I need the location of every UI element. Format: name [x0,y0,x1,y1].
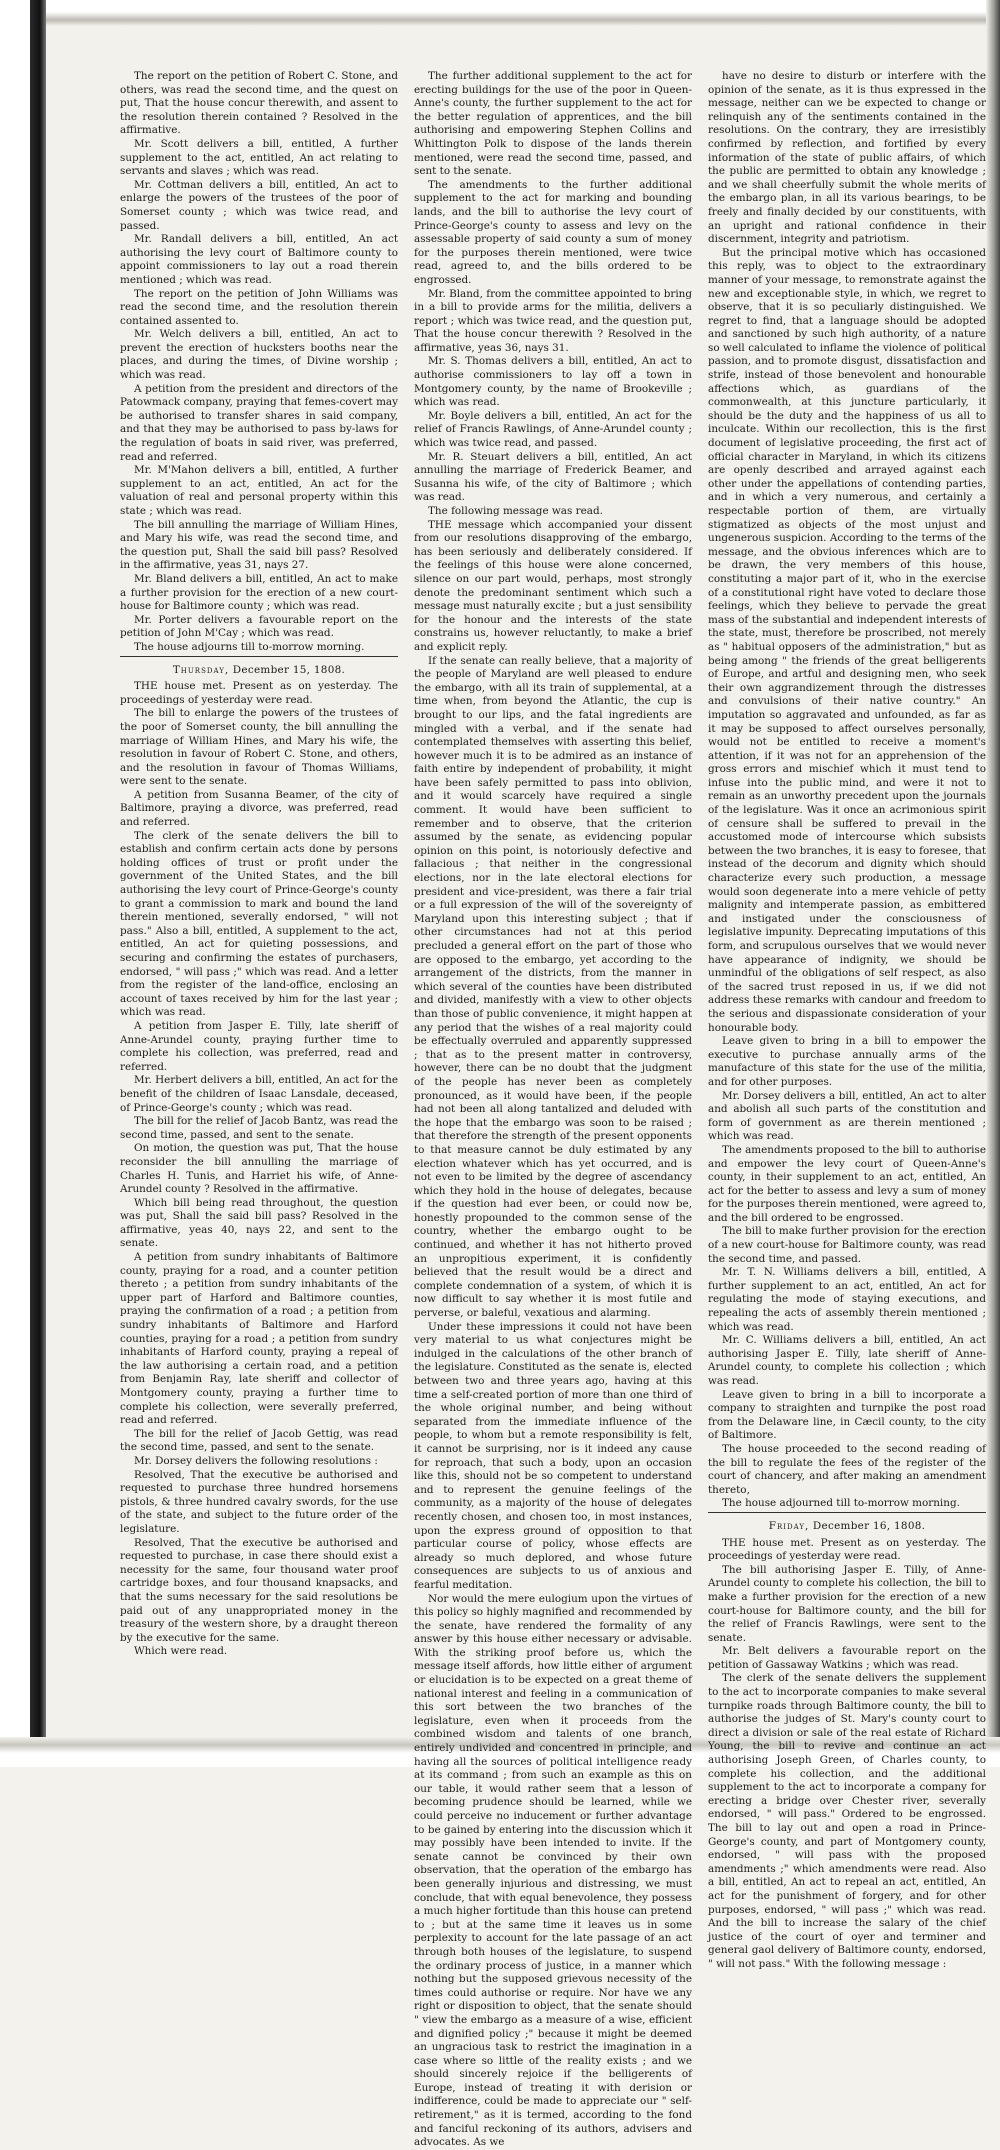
proceeding-paragraph: The clerk of the senate delivers the supplement to the act to incorporate companies to make several turnpike roads through Baltimore county, the bill to authorise the judges of St. Mary's county court to direct a division or sale of the real estate of Richard Young, the bill to revive and continue an act authorising Joseph Green, of Charles county, to complete his collection, and the additional supplement to the act to incorporate a company for erecting a bridge over Chester river, severally endorsed, " will pass." Ordered to be engrossed. The bill to lay out and open a road in Prince-George's county, and part of Montgomery county, endorsed, " will pass with the proposed amendments ;" which amendments were read. Also a bill, entitled, An act to repeal an act, entitled, An act for the punishment of forgery, and for other purposes, endorsed, " will pass ;" which was read. And the bill to increase the salary of the chief justice of the court of oyer and terminer and general gaol delivery of Baltimore county, endorsed, " will not pass." With the following message : [708,1672,986,1970]
proceeding-paragraph: The bill annulling the marriage of William Hines, and Mary his wife, was read the second time, and the question put, Shall the said bill pass? Resolved in the affirmative, yeas 31, nays 27. [120,518,398,572]
proceeding-paragraph: Mr. Scott delivers a bill, entitled, A further supplement to the act, entitled, An act relating to servants and slaves ; which was read. [120,137,398,178]
proceeding-paragraph: Leave given to bring in a bill to empower the executive to purchase annually arms of the manufacture of this state for the use of the militia, and for other purposes. [708,1035,986,1088]
proceeding-paragraph: A petition from the president and directors of the Patowmack company, praying that femes-covert may be authorised to transfer shares in said company, and that they may be authorised to pass by-laws for the regulation of boats in said river, was preferred, read and referred. [120,382,398,463]
session-dateline [708,1520,986,1534]
proceeding-paragraph: Mr. T. N. Williams delivers a bill, entitled, A further supplement to an act, entitled, An act for regulating the mode of staying executions, and repealing the acts of assembly therein mentioned ; which was read. [708,1266,986,1333]
dateline-date: December 15, 1808. [232,663,346,676]
proceeding-paragraph: Which bill being read throughout, the question was put, Shall the said bill pass? Resolved in the affirmative, yeas 40, nays 22, and sent to the senate. [120,1196,398,1250]
proceeding-paragraph: Mr. Cottman delivers a bill, entitled, An act to enlarge the powers of the trustees of the poor of Somerset county ; which was twice read, and passed. [120,178,398,232]
text-page [120,70,986,2149]
proceeding-paragraph: Which were read. [134,1645,228,1658]
proceeding-paragraph: The amendments to the further additional supplement to the act for marking and bounding lands, and the bill to authorise the levy court of Prince-George's county to assess and levy on the assessable property of said county a sum of money for the purposes therein mentioned, were twice read, agreed to, and the bills ordered to be engrossed. [414,178,692,286]
session-dateline [120,664,398,678]
proceeding-paragraph: THE message which accompanied your dissent from our resolutions disapproving of the embargo, has been seriously and deliberately considered. If the feelings of this house were alone concerned, silence on our part would, perhaps, most strongly denote the predominant sentiment which such a message must naturally excite ; but a just sensibility for the honour and the interests of the state constrains us, however reluctantly, to make a brief and explicit reply. [414,518,692,653]
scan-right-edge [986,0,1000,1767]
proceeding-paragraph: Mr. Porter delivers a favourable report on the petition of John M'Cay ; which was read. [120,613,398,640]
proceeding-paragraph: Mr. C. Williams delivers a bill, entitled, An act authorising Jasper E. Tilly, late sheriff of Anne-Arundel county, to complete his collection ; which was read. [708,1334,986,1387]
proceeding-paragraph: Resolved, That the executive be authorised and requested to purchase three hundred horsemens pistols, & three hundred cavalry swords, for the use of the state, and subject to the future order of the legislature. [120,1468,398,1535]
proceeding-paragraph: The bill to enlarge the powers of the trustees of the poor of Somerset county, the bill annulling the marriage of William Hines, and Mary his wife, the resolution in favour of Robert C. Stone, and others, and the resolution in favour of Thomas Williams, were sent to the senate. [120,707,398,788]
proceeding-paragraph: The further additional supplement to the act for erecting buildings for the use of the poor in Queen-Anne's county, the further supplement to the act for the better regulation of apprentices, and the bill authorising and empowering Stephen Collins and Whittington Polk to dispose of the lands therein mentioned, were read the second time, passed, and sent to the senate. [414,70,692,178]
proceeding-paragraph: The bill for the relief of Jacob Gettig, was read the second time, passed, and sent to the senate. [120,1427,398,1454]
column-2 [414,70,692,2149]
proceeding-paragraph: Mr. Dorsey delivers a bill, entitled, An act to alter and abolish all such parts of the constitution and form of government as are therein mentioned ; which was read. [708,1089,986,1143]
proceeding-paragraph: Mr. Welch delivers a bill, entitled, An act to prevent the erection of hucksters booths near the places, and during the times, of Divine worship ; which was read. [120,328,398,382]
dateline-date: December 16, 1808. [812,1519,926,1532]
column-3 [708,70,986,1970]
proceeding-paragraph: Mr. Randall delivers a bill, entitled, An act authorising the levy court of Baltimore county to appoint commissioners to lay out a road therein mentioned ; which was read. [120,233,398,286]
proceeding-paragraph: A petition from sundry inhabitants of Baltimore county, praying for a road, and a counter petition thereto ; a petition from sundry inhabitants of the upper part of Harford and Baltimore counties, praying the confirmation of a road ; a petition from sundry inhabitants of Baltimore and Harford counties, praying for a road ; a petition from sundry inhabitants of Harford county, praying a repeal of the law authorising a certain road, and a petition from Benjamin Ray, late sheriff and collector of Montgomery county, praying a further time to complete his collection, were severally preferred, read and referred. [120,1251,398,1427]
proceeding-paragraph: Leave given to bring in a bill to incorporate a company to straighten and turnpike the post road from the Delaware line, in Cæcil county, to the city of Baltimore. [708,1388,986,1442]
proceeding-paragraph: The report on the petition of John Williams was read the second time, and the resolution therein contained assented to. [120,287,398,327]
proceeding-paragraph: A petition from Jasper E. Tilly, late sheriff of Anne-Arundel county, praying further time to complete his collection, was preferred, read and referred. [120,1019,398,1073]
scan-binding-edge [0,0,46,1767]
proceeding-paragraph: But the principal motive which has occasioned this reply, was to object to the extraordinary manner of your message, to remonstrate against the new and exceptionable style, in which, we regret to observe, that it is so peculiarly distinguished. We regret to find, that a language should be adopted and sanctioned by such high authority, of a nature so well calculated to inflame the violence of political passion, and to promote disgust, dissatisfaction and strife, instead of those benevolent and honourable affections which, as guardians of the commonwealth, at this juncture particularly, it should be the duty and the happiness of us all to inculcate. Within our recollection, this is the first document of legislative proceeding, the first act of official character in Maryland, in which its citizens are openly described and arrayed against each other under the appellations of contending parties, and in which a very numerous, and certainly a respectable portion of them, are virtually stigmatized as objects of the most unjust and ungenerous suspicion. According to the terms of the message, and the obvious inferences which are to be drawn, the very members of this house, constituting a major part of it, who in the exercise of a constitutional right have voted to declare those feelings, which they believe to pervade the great mass of the substantial and independent interests of the state, must, therefore be proscribed, not merely as " habitual opposers of the administration," but as being among " the friends of the great belligerents of Europe, and artful and designing men, who seek their own aggrandizement through the distresses and convulsions of their native country." An imputation so aggravated and unfounded, as far as it may be supposed to affect ourselves personally, would not be entitled to receive a moment's attention, if it was not for an apprehension of the gross errors and mischief which it must tend to infuse into the public mind, and were it not to remain as an unworthy precedent upon the journals of the legislature. Was it once an acrimonious spirit of censure shall be suffered to prevail in the accustomed mode of intercourse which subsists between the two branches, it is easy to foresee, that instead of the decorum and dignity which should characterize every such production, a message would soon degenerate into a mere vehicle of petty malignity and intemperate passion, as embittered and instigated under the consciousness of legislative impunity. Deprecating imputations of this form, and scrupulous ourselves that we would never have appearance of indignity, we should be unmindful of the obligations of self respect, as also of the sacred trust reposed in us, if we did not address these remarks with candour and freedom to the serious and dispassionate consideration of your honourable body. [708,246,986,1034]
scan-top-edge [0,0,1000,26]
proceeding-paragraph: Under these impressions it could not have been very material to us what conjectures might be indulged in the calculations of the other branch of the legislature. Constituted as the senate is, elected between two and three years ago, having at this time a self-created portion of more than one third of the whole original number, and being without separated from the immediate influence of the people, to whom but a remote responsibility is felt, it cannot be surprising, nor is it indeed any cause for reproach, that such a body, upon an occasion like this, should not be so competent to understand and to represent the genuine feelings of the community, as a majority of the house of delegates recently chosen, and chosen too, in most instances, upon the express ground of opposition to that particular course of policy, whose effects are already so much deplored, and whose future consequences are subjects to us of anxious and fearful meditation. [414,1320,692,1591]
proceeding-paragraph: Mr. Belt delivers a favourable report on the petition of Gassaway Watkins ; which was read. [708,1645,986,1671]
proceeding-paragraph: have no desire to disturb or interfere with the opinion of the senate, as it is thus expressed in the message, neither can we be expected to change or relinquish any of the sentiments contained in the resolutions. On the contrary, they are irresistibly confirmed by reflection, and fortified by every information of the state of public affairs, of which the public are permitted to obtain any knowledge ; and we shall cheerfully submit the whole merits of the embargo plan, in all its various bearings, to be freely and finally decided by our constituents, with an upright and rational confidence in their discernment, integrity and patriotism. [708,70,986,246]
proceeding-paragraph: The bill authorising Jasper E. Tilly, of Anne-Arundel county to complete his collection, the bill to make a further provision for the erection of a new court-house for Baltimore county, and the bill for the relief of Francis Rawlings, were sent to the senate. [708,1563,986,1644]
proceeding-paragraph: The report on the petition of Robert C. Stone, and others, was read the second time, and the quest on put, That the house concur therewith, and assent to the resolution therein contained ? Resolved in the affirmative. [120,70,398,137]
proceeding-paragraph: THE house met. Present as on yesterday. The proceedings of yesterday were read. [708,1536,986,1563]
proceeding-paragraph: Mr. Boyle delivers a bill, entitled, An act for the relief of Francis Rawlings, of Anne-Arundel county ; which was twice read, and passed. [414,409,692,450]
proceeding-paragraph: Mr. Dorsey delivers the following resolutions : [134,1454,378,1467]
adjournment-line: The house adjourned till to-morrow morning. [708,1497,986,1513]
proceeding-paragraph: The following message was read. [428,505,603,517]
proceeding-paragraph: A petition from Susanna Beamer, of the city of Baltimore, praying a divorce, was preferred, read and referred. [120,788,398,829]
proceeding-paragraph: The bill to make further provision for the erection of a new court-house for Baltimore county, was read the second time, and passed. [708,1225,986,1265]
proceeding-paragraph: Nor would the mere eulogium upon the virtues of this policy so highly magnified and recommended by the senate, have rendered the formality of any answer by this house either necessary or advisable. With the striking proof before us, which the message itself affords, how little either of argument or elucidation is to be expected on a great theme of national interest and feeling in a communication of this sort between the two branches of the legislature, even when it proceeds from the combined wisdom and talents of one branch, entirely undivided and concentred in principle, and having all the sources of political intelligence ready at its command ; from such an example as this on our table, it would rather seem that a lesson of becoming prudence should be learned, while we could perceive no inducement or further advantage to be gained by entering into the discussion which it may possibly have been intended to invite. If the senate cannot be convinced by their own observation, that the operation of the embargo has been generally injurious and distressing, we must conclude, that with equal benevolence, they possess a much higher fortitude than this house can pretend to ; but at the same time it leaves us in some perplexity to account for the late passage of an act through both houses of the legislature, to suspend the ordinary process of justice, in a manner which nothing but the supposed grievous necessity of the times could authorise or require. Nor have we any right or disposition to object, that the senate should " view the embargo as a measure of a wise, efficient and dignified policy ;" because it might be deemed an ungracious task to restrict the imagination in a case where so little of the reality exists ; and we should sincerely rejoice if the belligerents of Europe, instead of treating it with derision or indifference, could be made to appreciate our " self-retirement," as it is termed, according to the fond and fanciful reckoning of its authors, advisers and advocates. As we [414,1592,692,2149]
dateline-weekday: Thursday, [172,663,230,676]
proceeding-paragraph: The amendments proposed to the bill to authorise and empower the levy court of Queen-Anne's county, in their supplement to an act, entitled, An act for the better to assess and levy a sum of money for the purposes therein mentioned, were agreed to, and the bill ordered to be engrossed. [708,1143,986,1224]
proceeding-paragraph: Mr. M'Mahon delivers a bill, entitled, A further supplement to an act, entitled, An act for the valuation of real and personal property within this state ; which was read. [120,464,398,517]
proceeding-paragraph: Resolved, That the executive be authorised and requested to purchase, in case there should exist a necessity for the same, four thousand water proof cartridge boxes, and four thousand knapsacks, and that the sums necessary for the said resolutions be paid out of any unappropriated money in the treasury of the western shore, by a draught thereon by the executive for the same. [120,1536,398,1644]
proceeding-paragraph: Mr. Bland, from the committee appointed to bring in a bill to provide arms for the militia, delivers a report ; which was twice read, and the question put, That the house concur therewith ? Resolved in the affirmative, yeas 36, nays 31. [414,287,692,354]
proceeding-paragraph: Mr. Herbert delivers a bill, entitled, An act for the benefit of the children of Isaac Lansdale, deceased, of Prince-George's county ; which was read. [120,1074,398,1114]
proceeding-paragraph: Mr. Bland delivers a bill, entitled, An act to make a further provision for the erection of a new court-house for Baltimore county ; which was read. [120,572,398,613]
proceeding-paragraph: THE house met. Present as on yesterday. The proceedings of yesterday were read. [120,680,398,706]
column-1 [120,70,398,1730]
proceeding-paragraph: On motion, the question was put, That the house reconsider the bill annulling the marriage of Charles H. Tunis, and Harriet his wife, of Anne-Arundel county ? Resolved in the affirmative. [120,1142,398,1196]
dateline-weekday: Friday, [768,1519,810,1532]
proceeding-paragraph: The clerk of the senate delivers the bill to establish and confirm certain acts done by persons holding offices of trust or profit under the government of the United States, and the bill authorising the levy court of Prince-George's county to grant a commission to mark and bound the land therein mentioned, severally endorsed, " will not pass." Also a bill, entitled, A supplement to the act, entitled, An act for quieting possessions, and securing and confirming the estates of purchasers, endorsed, " will pass ;" which was read. And a letter from the register of the land-office, enclosing an account of taxes received by him for the last year ; which was read. [120,829,398,1019]
adjournment-line: The house adjourns till to-morrow morning. [120,641,398,657]
proceeding-paragraph: The bill for the relief of Jacob Bantz, was read the second time, passed, and sent to the senate. [120,1115,398,1141]
proceeding-paragraph: The house proceeded to the second reading of the bill to regulate the fees of the register of the court of chancery, and after making an amendment thereto, [708,1442,986,1496]
proceeding-paragraph: Mr. S. Thomas delivers a bill, entitled, An act to authorise commissioners to lay off a town in Montgomery county, by the name of Brookeville ; which was read. [414,355,692,409]
proceeding-paragraph: If the senate can really believe, that a majority of the people of Maryland are well pleased to endure the embargo, with all its train of supplemental, at a time when, from beyond the Atlantic, the cup is brought to our lips, and the fatal ingredients are mingled with a verbal, and if the senate had contemplated themselves with asserting this belief, however much it is to be admired as an instance of faith entire by independent of probability, it might have been safely permitted to pass into oblivion, and it would scarcely have required a single comment. It would have been sufficient to remember and to observe, that the criterion assumed by the senate, as evidencing popular opinion on this point, is notoriously defective and fallacious ; that neither in the congressional elections, nor in the late electoral elections for president and vice-president, was there a fair trial or a full expression of the will of the sovereignty of Maryland upon this interesting subject ; that if other circumstances had not at this period precluded a general effort on the part of those who are opposed to the embargo, yet according to the arrangement of the districts, from the manner in which several of the counties have been distributed and divided, manifestly with a view to other objects than those of public convenience, it might happen at any period that the wishes of a real majority could be effectually overruled and apparently suppressed ; that as to the present matter in controversy, however, there can be no doubt that the judgment of the people has never been as completely pronounced, as it would have been, if the people had not been all along tantalized and deluded with the hope that the embargo was soon to be raised ; that therefore the strength of the present opponents to that measure cannot be duly estimated by any election whatever which has yet occurred, and is not even to be limited by the degree of ascendancy which they hold in the house of delegates, because if the question had ever been, or could now be, honestly propounded to the common sense of the country, whether the embargo ought to be continued, and whether it has not hitherto proved an unpropitious experiment, it is confidently believed that the result would be a direct and complete condemnation of a system, of which it is now difficult to say whether it is most futile and perverse, or baleful, vexatious and alarming. [414,654,692,1320]
proceeding-paragraph: Mr. R. Steuart delivers a bill, entitled, An act annulling the marriage of Frederick Beamer, and Susanna his wife, of the city of Baltimore ; which was read. [414,450,692,504]
